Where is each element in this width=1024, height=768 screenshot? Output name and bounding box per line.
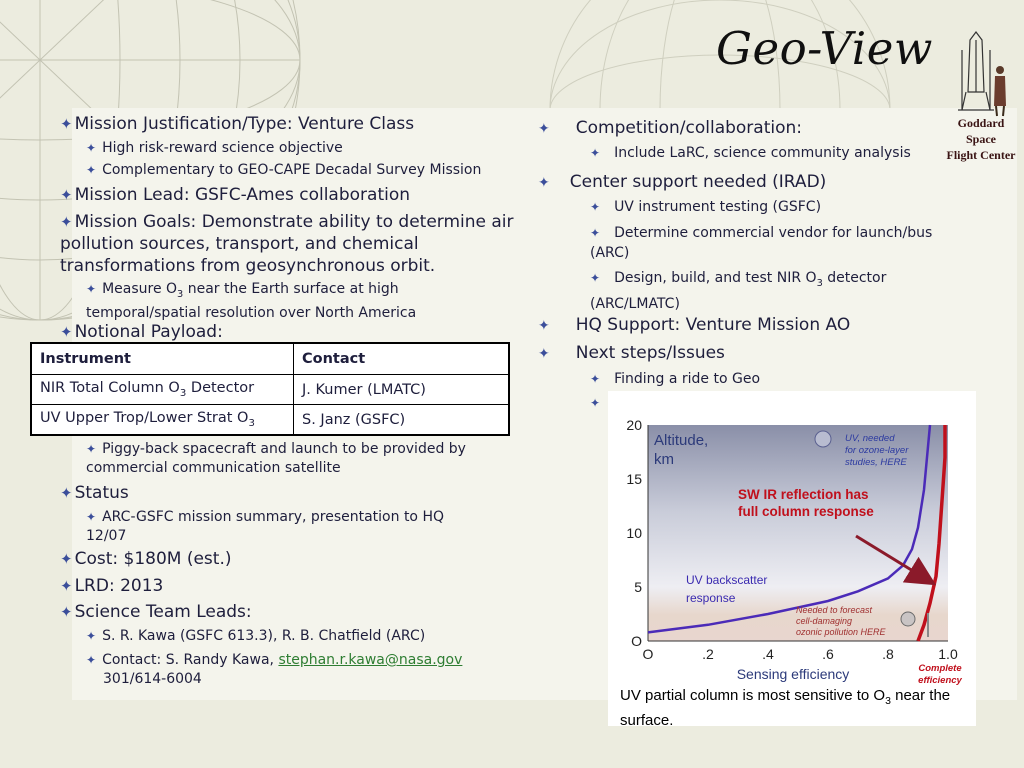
table-cell-instrument bbox=[31, 405, 294, 436]
instrument-text: NIR Total Column O bbox=[40, 380, 180, 397]
logo-line-2: Space bbox=[966, 132, 996, 146]
altitude-sensing-figure bbox=[608, 391, 976, 726]
star-bullet-icon: ✦ bbox=[538, 175, 550, 191]
slide-title: Geo-View bbox=[716, 22, 933, 75]
uv-note-line2: for ozone-layer bbox=[845, 445, 909, 456]
sub-bullet bbox=[86, 162, 481, 178]
star-bullet-icon: ✦ bbox=[60, 323, 73, 341]
status-text: Status bbox=[74, 483, 129, 503]
star-bullet-icon: ✦ bbox=[60, 550, 73, 568]
star-bullet-icon: ✦ bbox=[590, 372, 601, 386]
bullet-cost bbox=[60, 549, 232, 569]
complete-label-line2: efficiency bbox=[918, 675, 962, 686]
sub-bullet-leads bbox=[86, 628, 425, 644]
y-tick-label: 5 bbox=[634, 579, 642, 595]
sub-bullet-text: Complementary to GEO-CAPE Decadal Survey Mission bbox=[102, 162, 482, 178]
instrument-text: UV Upper Trop/Lower Strat O bbox=[40, 410, 249, 427]
x-tick-label: O bbox=[642, 646, 654, 662]
measure-text-post: near the Earth surface at high temporal/spatial resolution over North America bbox=[86, 281, 417, 321]
star-bullet-icon: ✦ bbox=[86, 442, 97, 456]
sub-bullet-text: Include LaRC, science community analysis bbox=[614, 145, 911, 161]
x-tick-label: .6 bbox=[822, 646, 834, 662]
table-cell-contact: S. Janz (GSFC) bbox=[294, 405, 510, 436]
nir-text: Design, build, and test NIR O bbox=[614, 270, 817, 286]
measure-text: Measure O bbox=[102, 281, 178, 297]
bullet-payload bbox=[60, 322, 223, 342]
star-bullet-icon: ✦ bbox=[590, 226, 601, 240]
y-tick-labels bbox=[626, 417, 642, 649]
y-axis-label-line1: Altitude, bbox=[654, 432, 709, 449]
bullet-status bbox=[60, 483, 129, 503]
hq-support-text: HQ Support: Venture Mission AO bbox=[575, 315, 851, 335]
star-bullet-icon: ✦ bbox=[590, 396, 601, 410]
science-leads-text: Science Team Leads: bbox=[74, 602, 252, 622]
star-bullet-icon: ✦ bbox=[60, 213, 73, 231]
bullet-science-leads bbox=[60, 602, 252, 622]
sub-bullet bbox=[590, 199, 821, 215]
subscript-3: 3 bbox=[179, 387, 187, 399]
forecast-note-line3: ozonic pollution HERE bbox=[796, 627, 886, 637]
y-axis-label-line2: km bbox=[654, 451, 674, 468]
star-bullet-icon: ✦ bbox=[60, 484, 73, 502]
bullet-mission-type bbox=[60, 114, 414, 134]
bullet-next-steps bbox=[538, 343, 725, 363]
table-cell-contact: J. Kumer (LMATC) bbox=[294, 375, 510, 405]
uv-backscatter-label-line1: UV backscatter bbox=[686, 573, 768, 587]
bullet-center-support bbox=[538, 172, 826, 192]
cost-text: Cost: $180M (est.) bbox=[74, 549, 232, 569]
uv-satellite-icon bbox=[815, 431, 831, 447]
uv-backscatter-label-line2: response bbox=[686, 591, 736, 605]
mission-lead-text: Mission Lead: GSFC-Ames collaboration bbox=[74, 185, 411, 205]
lrd-text: LRD: 2013 bbox=[74, 576, 164, 596]
x-tick-label: .2 bbox=[702, 646, 714, 662]
star-bullet-icon: ✦ bbox=[86, 653, 97, 667]
sub-bullet-text: High risk-reward science objective bbox=[102, 140, 343, 156]
star-bullet-icon: ✦ bbox=[590, 146, 601, 160]
sub-bullet bbox=[590, 223, 975, 263]
sw-ir-label-line1: SW IR reflection has bbox=[738, 487, 869, 502]
uv-note-line3: studies, HERE bbox=[845, 457, 907, 468]
contact-phone: 301/614-6004 bbox=[103, 671, 202, 687]
payload-heading: Notional Payload: bbox=[74, 322, 223, 342]
caption-text: UV partial column is most sensitive to O bbox=[620, 687, 886, 704]
next-steps-text: Next steps/Issues bbox=[575, 343, 725, 363]
y-tick-label: 10 bbox=[626, 525, 642, 541]
complete-label-line1: Complete bbox=[918, 663, 962, 674]
bullet-mission-goals bbox=[60, 211, 515, 277]
mission-type-text: Mission Justification/Type: Venture Class bbox=[74, 114, 415, 134]
y-tick-label: 15 bbox=[626, 471, 642, 487]
center-support-text: Center support needed (IRAD) bbox=[569, 172, 827, 192]
contact-text: Contact: S. Randy Kawa, bbox=[102, 652, 279, 668]
star-bullet-icon: ✦ bbox=[538, 318, 550, 334]
x-tick-labels bbox=[643, 646, 958, 662]
sub-bullet bbox=[86, 140, 343, 156]
star-bullet-icon: ✦ bbox=[538, 121, 550, 137]
table-row bbox=[31, 375, 509, 405]
nir-text-post: detector (ARC/LMATC) bbox=[590, 270, 887, 312]
sub-bullet-hidden bbox=[590, 395, 606, 411]
sub-bullet-measure-o3 bbox=[86, 280, 506, 323]
status-sub-text: ARC-GSFC mission summary, presentation to HQ 12/07 bbox=[86, 509, 444, 544]
star-bullet-icon: ✦ bbox=[60, 577, 73, 595]
sub-bullet-contact bbox=[86, 651, 462, 689]
star-bullet-icon: ✦ bbox=[590, 200, 601, 214]
subscript-3: 3 bbox=[248, 417, 255, 429]
sub-bullet-text: Finding a ride to Geo bbox=[614, 371, 761, 387]
star-bullet-icon: ✦ bbox=[60, 115, 73, 133]
x-axis-label: Sensing efficiency bbox=[736, 666, 850, 682]
table-header-row bbox=[31, 343, 509, 375]
payload-table bbox=[30, 342, 510, 436]
sub-bullet-text: UV instrument testing (GSFC) bbox=[614, 199, 822, 215]
subscript-3: 3 bbox=[816, 277, 823, 289]
sub-bullet-nir bbox=[590, 268, 975, 314]
contact-email-link[interactable]: stephan.r.kawa@nasa.gov bbox=[278, 652, 463, 668]
star-bullet-icon: ✦ bbox=[60, 603, 73, 621]
table-header-cell: Contact bbox=[294, 343, 510, 375]
x-tick-label: .8 bbox=[882, 646, 894, 662]
satellite-icon bbox=[901, 612, 915, 626]
star-bullet-icon: ✦ bbox=[86, 141, 97, 155]
caption-text-post: near the surface. bbox=[620, 687, 951, 729]
forecast-note-line2: cell-damaging bbox=[796, 616, 853, 626]
star-bullet-icon: ✦ bbox=[590, 271, 601, 285]
competition-text: Competition/collaboration: bbox=[575, 118, 802, 138]
star-bullet-icon: ✦ bbox=[538, 346, 550, 362]
sub-bullet bbox=[590, 145, 911, 161]
star-bullet-icon: ✦ bbox=[86, 629, 97, 643]
instrument-text-post: Detector bbox=[186, 380, 255, 397]
table-cell-instrument bbox=[31, 375, 294, 405]
bullet-hq-support bbox=[538, 315, 850, 335]
sub-bullet-text: Determine commercial vendor for launch/bus (ARC) bbox=[590, 225, 933, 261]
table-header-cell: Instrument bbox=[31, 343, 294, 375]
logo-line-1: Goddard bbox=[957, 116, 1005, 130]
bullet-mission-lead bbox=[60, 185, 410, 205]
figure-caption bbox=[620, 686, 972, 730]
sub-bullet bbox=[590, 371, 760, 387]
forecast-note-line1: Needed to forecast bbox=[796, 605, 873, 615]
subscript-3: 3 bbox=[885, 695, 891, 707]
sub-bullet-status bbox=[86, 508, 481, 546]
uv-note-line1: UV, needed bbox=[845, 433, 895, 444]
piggyback-text: Piggy-back spacecraft and launch to be provided by commercial communication satellite bbox=[86, 441, 466, 476]
logo-line-3: Flight Center bbox=[946, 148, 1016, 162]
star-bullet-icon: ✦ bbox=[86, 163, 97, 177]
sub-bullet-piggyback bbox=[86, 440, 506, 478]
table-row bbox=[31, 405, 509, 436]
sw-ir-label-line2: full column response bbox=[738, 504, 874, 519]
sensing-efficiency-chart bbox=[608, 391, 976, 691]
star-bullet-icon: ✦ bbox=[60, 186, 73, 204]
leads-text: S. R. Kawa (GSFC 613.3), R. B. Chatfield (ARC) bbox=[102, 628, 426, 644]
bullet-competition bbox=[538, 118, 802, 138]
mission-goals-text: Mission Goals: Demonstrate ability to determine air pollution sources, transport, and chemical transformations from geosynchronous orbit. bbox=[60, 212, 514, 276]
goddard-logo-text bbox=[938, 115, 1024, 163]
y-tick-label: O bbox=[631, 633, 642, 649]
x-tick-label: 1.0 bbox=[938, 646, 958, 662]
star-bullet-icon: ✦ bbox=[86, 510, 97, 524]
bullet-lrd bbox=[60, 576, 163, 596]
y-tick-label: 20 bbox=[626, 417, 642, 433]
subscript-3: 3 bbox=[177, 288, 184, 300]
star-bullet-icon: ✦ bbox=[86, 282, 97, 296]
x-tick-label: .4 bbox=[762, 646, 774, 662]
